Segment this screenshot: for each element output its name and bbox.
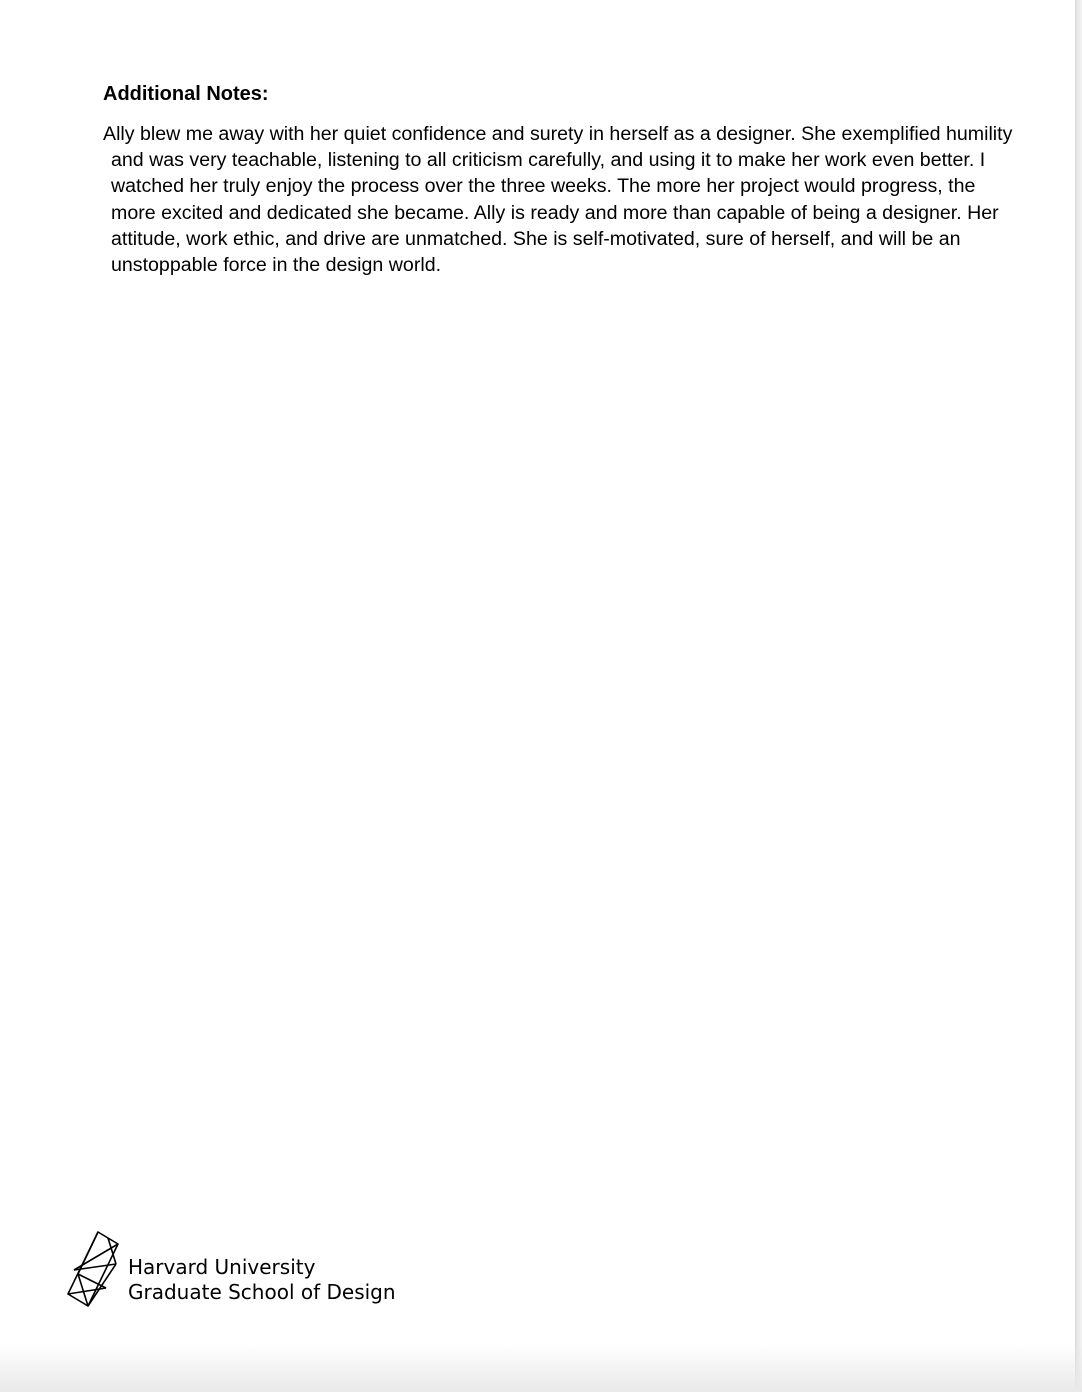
institution-name	[128, 1255, 396, 1305]
institution-footer	[66, 1230, 396, 1308]
page-bottom-shadow	[0, 1344, 1082, 1392]
page-gutter	[1076, 0, 1082, 1392]
school-name: Graduate School of Design	[128, 1280, 396, 1304]
university-name: Harvard University	[128, 1255, 316, 1279]
additional-notes-heading: Additional Notes:	[103, 83, 269, 105]
additional-notes-body: Ally blew me away with her quiet confidence and surety in herself as a designer. She exemplified humility and was very teachable, listening to all criticism carefully, and using it to make her work even better. I watched her truly enjoy the process over the three weeks. The more her project would progress, the more excited and dedicated she became. Ally is ready and more than capable of being a designer. Her attitude, work ethic, and drive are unmatched. She is self-motivated, sure of herself, and will be an unstoppable force in the design world.	[103, 123, 1013, 277]
harvard-gsd-shield-icon	[66, 1230, 120, 1308]
